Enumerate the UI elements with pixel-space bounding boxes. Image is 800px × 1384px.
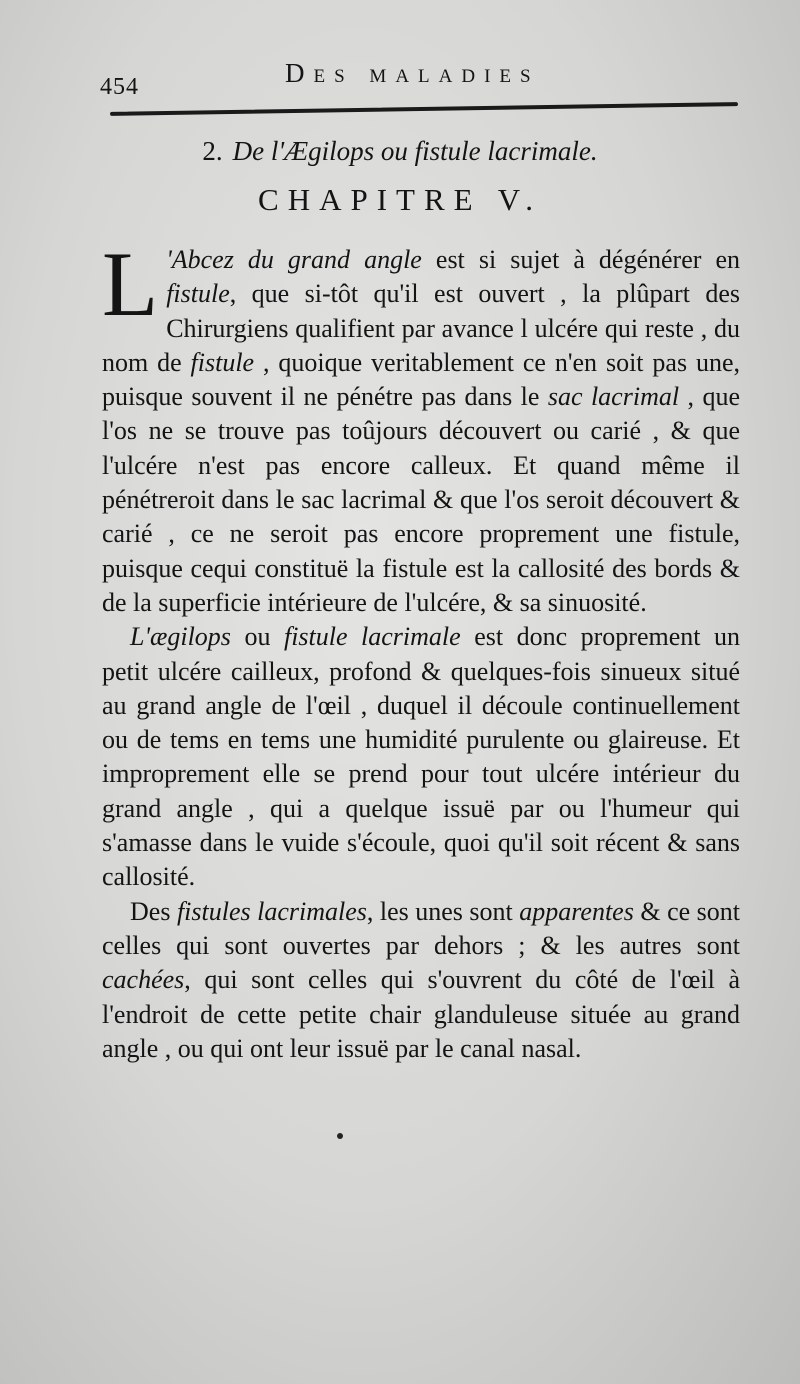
italic-text: 'Abcez du grand angle: [166, 245, 422, 274]
italic-text: cachées: [102, 965, 185, 995]
text-run: Des: [130, 896, 177, 926]
paragraph: [102, 620, 740, 894]
paragraph: [102, 895, 740, 1066]
ink-speck: [337, 1133, 343, 1139]
section-number: 2.: [202, 136, 223, 166]
body-text: [102, 233, 741, 1066]
drop-cap: L: [102, 233, 159, 335]
chapter-title: CHAPITRE V.: [258, 182, 542, 217]
italic-text: apparentes: [519, 896, 634, 926]
text-run: , qui sont celles qui s'ouvrent du côté de l'œil à l'endroit de cette petite chair glanduleuse située au grand angle , ou qui ont leur issuë par le canal nasal.: [102, 965, 740, 1063]
section-title: De l'Ægilops ou fistule lacrimale.: [232, 136, 598, 166]
text-run: ou: [230, 622, 284, 652]
text-run: est donc proprement un petit ulcére cailleux, profond & quelques-fois sinueux situé au grand angle de l'œil , duquel il découle continuellement ou de tems en tems une humidité purulente ou glaireuse. Et improprement elle se prend pour tout ulcére intérieur du grand angle , qui a quelque issuë par ou l'humeur qui s'amasse dans le vuide s'écoule, quoi qu'il soit récent & sans callosité.: [102, 622, 741, 892]
paragraph: [102, 233, 740, 620]
italic-text: fistules lacrimales: [176, 896, 367, 926]
italic-text: fistule: [190, 347, 255, 377]
text-run: , que si-tôt qu'il est ouvert , la plûpart des Chirurgiens qualifient par avance l ulcére qui reste , du nom de: [102, 279, 740, 377]
text-run: , quoique veritablement ce n'en soit pas une, puisque souvent il ne pénétre pas dans le: [102, 347, 740, 412]
italic-text: L'ægilops: [130, 622, 231, 652]
section-heading: [0, 136, 800, 167]
text-run: & ce sont celles qui sont ouvertes par dehors ; & les autres sont: [102, 896, 740, 960]
running-head: Des maladies: [285, 58, 540, 88]
text-run: , les unes sont: [366, 896, 520, 926]
italic-text: fistule lacrimale: [283, 622, 461, 652]
text-run: est si sujet à dégénérer en: [421, 245, 740, 274]
italic-text: sac lacrimal: [547, 382, 680, 412]
italic-text: fistule: [166, 279, 230, 309]
page-number: 454: [100, 74, 139, 100]
header-rule: [110, 102, 738, 116]
text-run: , que l'os ne se trouve pas toûjours découvert ou carié , & que l'ulcére n'est pas encore calleux. Et quand même il pénétreroit dans le sac lacrimal & que l'os seroit découvert & carié , ce ne seroit pas encore proprement une fistule, puisque cequi constituë la fistule est la callosité des bords & de la superficie intérieure de l'ulcére, & sa sinuosité.: [102, 382, 740, 617]
